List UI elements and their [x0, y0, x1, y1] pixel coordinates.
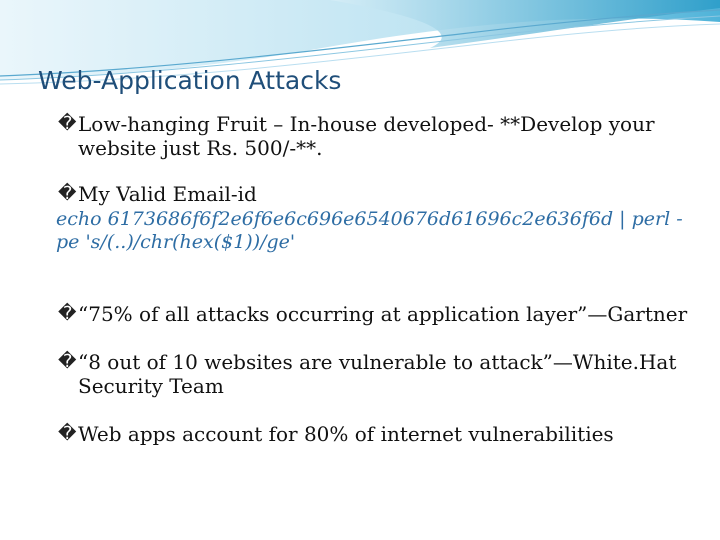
- slide-title: Web-Application Attacks: [38, 66, 342, 95]
- bullet-text: Web apps account for 80% of internet vulnerabilities: [78, 422, 614, 446]
- bullet-item: [58, 182, 698, 254]
- bullet-text: “8 out of 10 websites are vulnerable to attack”—White.Hat Security Team: [78, 350, 677, 398]
- bullet-icon: �: [58, 113, 77, 134]
- bullet-text: Low-hanging Fruit – In-house developed- **Develop your website just Rs. 500/-**.: [78, 112, 655, 160]
- bullet-icon: �: [58, 183, 77, 204]
- bullet-icon: �: [58, 351, 77, 372]
- bullet-text: My Valid Email-id: [78, 182, 257, 206]
- bullet-icon: �: [58, 423, 77, 444]
- bullet-text: “75% of all attacks occurring at application layer”—Gartner: [78, 302, 688, 326]
- bullet-item: [58, 422, 698, 446]
- bullet-item: [58, 302, 698, 326]
- email-decode-command: echo 6173686f6f2e6f6e6c696e6540676d61696c2e636f6d | perl -pe 's/(..)/chr(hex($1))/ge': [56, 208, 683, 253]
- bullet-item: [58, 350, 698, 398]
- bullet-list: [58, 112, 698, 446]
- bullet-icon: �: [58, 303, 77, 324]
- bullet-item: [58, 112, 698, 160]
